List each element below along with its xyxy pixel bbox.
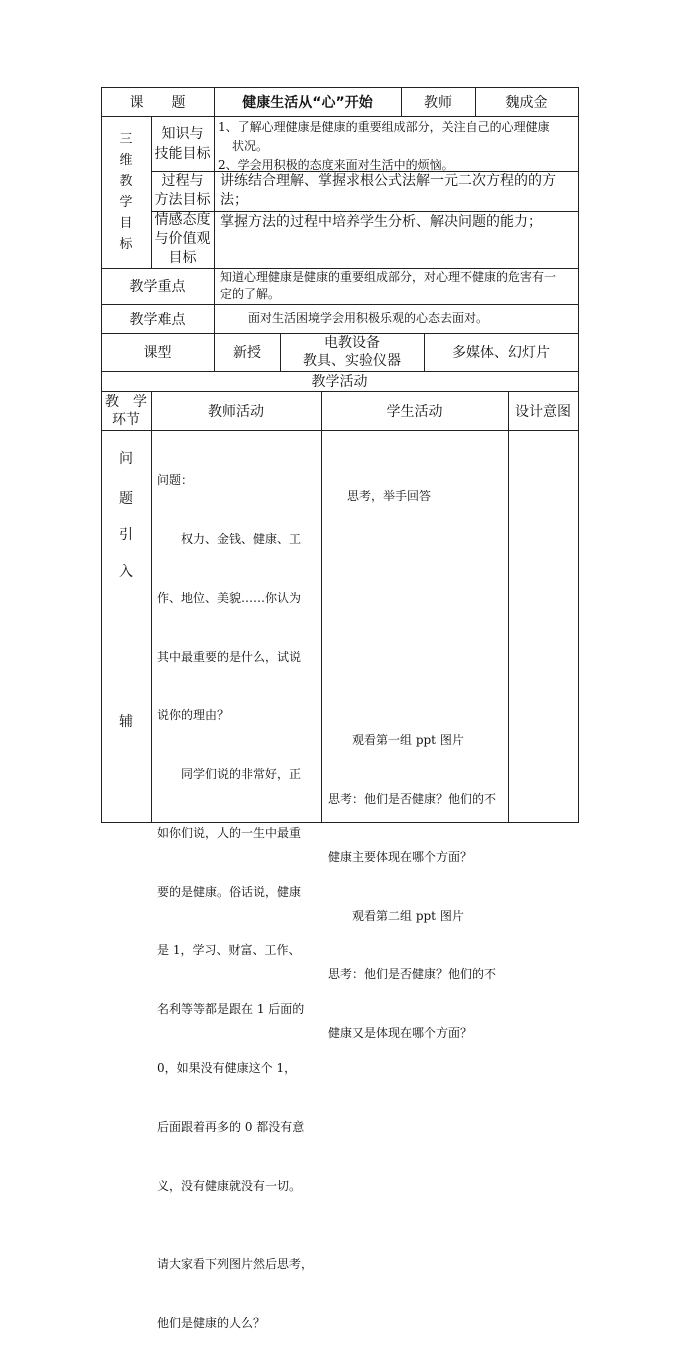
stage-char: 引 <box>119 527 133 543</box>
topic-title: 健康生活从“心”开始 <box>242 94 373 111</box>
emotion-text: 掌握方法的过程中培养学生分析、解决问题的能力； <box>220 214 542 230</box>
activities-title: 教学活动 <box>311 374 368 390</box>
difficult-point-label: 教学难点 <box>129 311 186 328</box>
knowledge-text: 1、了解心理健康是健康的重要组成部分，关注自己的心理健康 状况。 2、学会用积极的态度来面对生活中的烦恼。 <box>218 120 550 172</box>
topic-label: 课 题 <box>129 94 186 111</box>
key-point-label: 教学重点 <box>129 279 186 295</box>
col-header-design: 设计意图 <box>515 403 571 420</box>
col-header-stage: 教 学 环节 <box>105 393 147 428</box>
course-type-label: 课型 <box>143 345 172 361</box>
course-type-value: 新授 <box>233 345 261 361</box>
col-header-teacher: 教师活动 <box>208 403 264 420</box>
equipment-value: 多媒体、幻灯片 <box>452 345 550 361</box>
knowledge-label: 知识与 技能目标 <box>154 125 211 162</box>
col-header-student: 学生活动 <box>386 403 443 420</box>
teacher-label: 教师 <box>424 94 452 111</box>
emotion-label: 情感态度 与价值观 目标 <box>154 212 211 266</box>
teacher-activity-text: 问题： 权力、金钱、健康、工 作、地位、美貌……你认为 其中最重要的是什么，试说 说你的理由？ 同学们说的非常好，正 如你们说，人的一生中最重 要的是健康。俗话说，健康 是 1，学习、财富、工作、 名利等等都是跟在 1 后面的 0，如果没有健康这个 1， 后面跟着再多的 0 都没有意 义，没有健康就没有一切。 请大家看下列图片然后思考， 他们是健康的人么？ <box>157 473 314 1331</box>
stage-char: 辅 <box>119 714 133 730</box>
stage-char: 入 <box>119 564 133 580</box>
process-label: 过程与 方法目标 <box>154 173 211 208</box>
stage-char: 题 <box>119 491 133 507</box>
stage-char: 问 <box>119 451 133 467</box>
student-activity-text: 观看第一组 ppt 图片 思考：他们是否健康？他们的不 健康主要体现在哪个方面？ 观看第二组 ppt 图片 思考：他们是否健康？他们的不 健康又是体现在哪个方面？ <box>328 733 497 1040</box>
objectives-group-label: 三 维 教 学 目 标 <box>119 132 133 252</box>
equipment-label: 电教设备 教具、实验仪器 <box>303 335 401 369</box>
key-point-text: 知道心理健康是健康的重要组成部分，对心理不健康的危害有一 定的了解。 <box>220 270 557 301</box>
process-text: 讲练结合理解、掌握求根公式法解一元二次方程的的方 法； <box>220 173 556 208</box>
difficult-point-text: 面对生活困境学会用积极乐观的心态去面对。 <box>248 311 489 325</box>
student-answer-text: 思考，举手回答 <box>347 489 432 503</box>
teacher-name: 魏成金 <box>505 94 548 111</box>
